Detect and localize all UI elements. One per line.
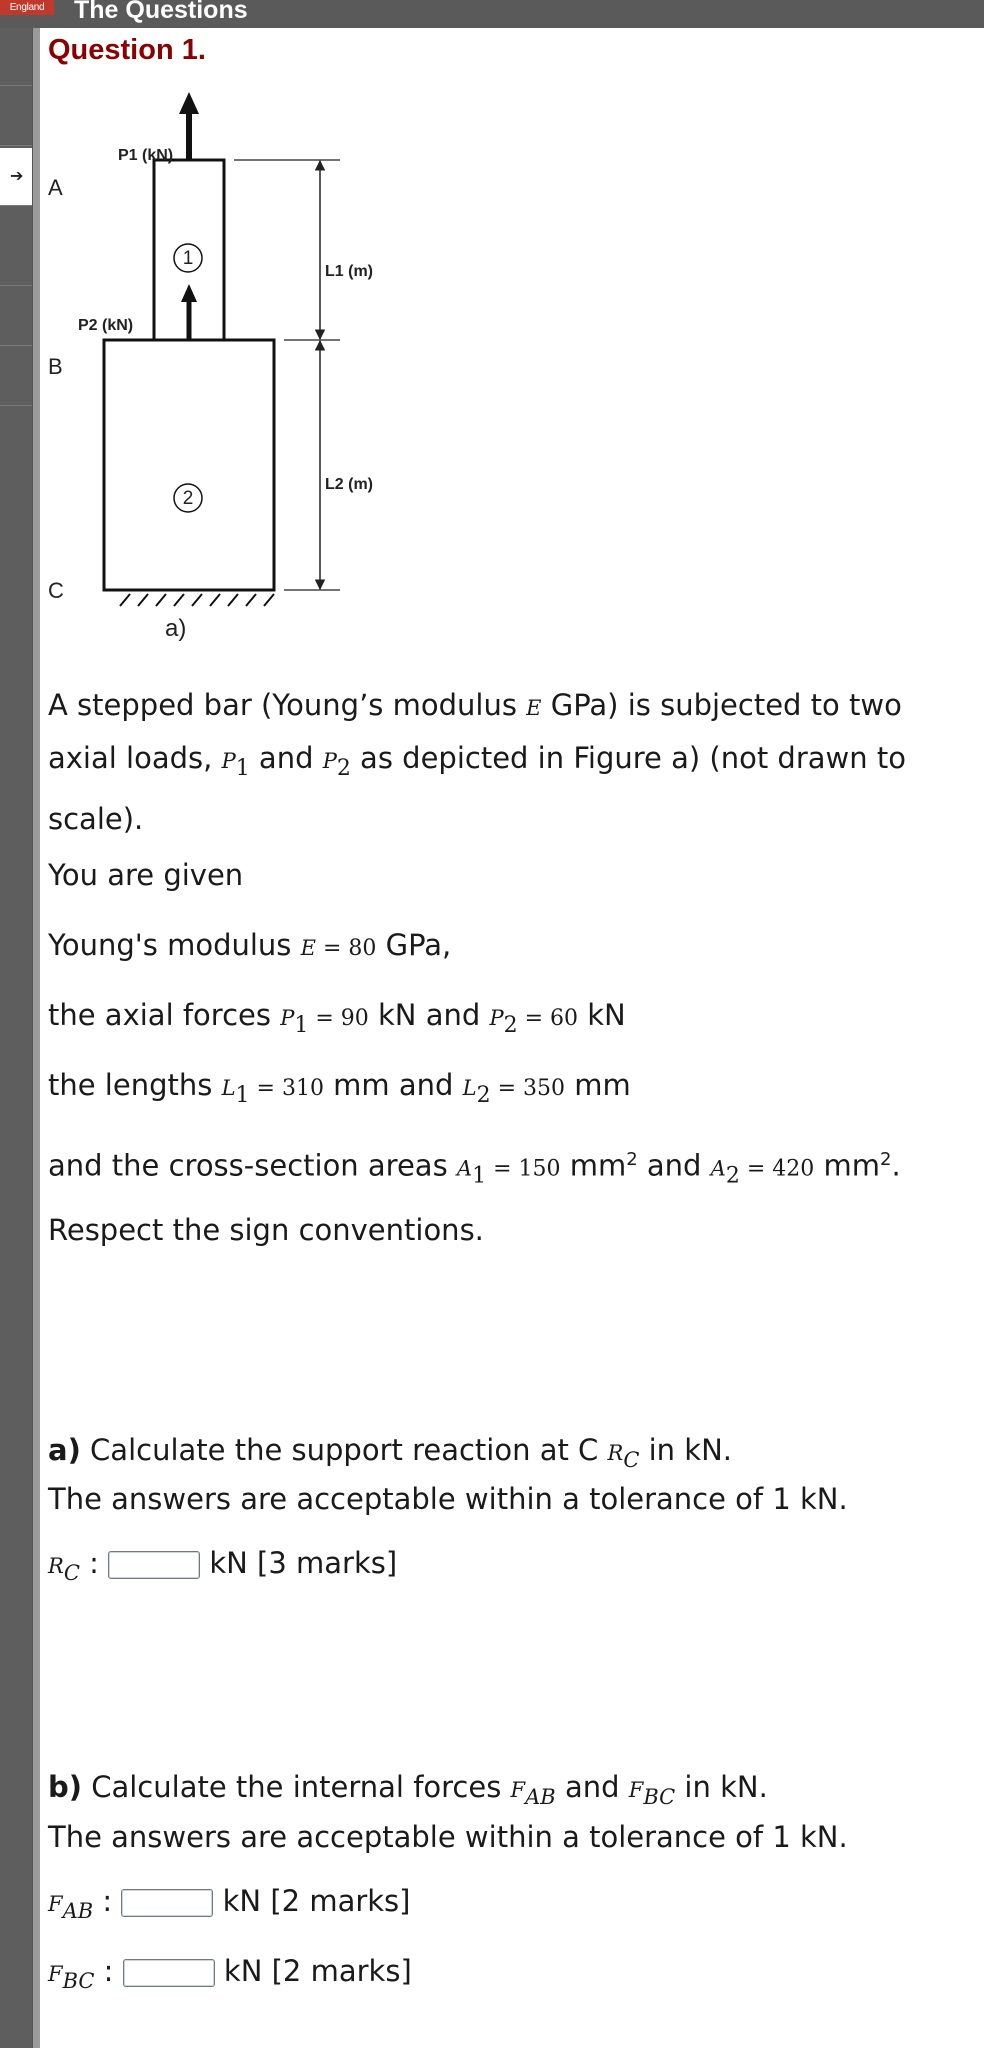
part-b-tolerance: The answers are acceptable within a tolerance of 1 kN.	[48, 1820, 848, 1854]
sidebar	[0, 28, 32, 2048]
fbc-answer-input[interactable]	[123, 1959, 215, 1987]
given-youngs-modulus: Young's modulus E = 80 GPa,	[48, 928, 452, 962]
l1-label: L1 (m)	[325, 263, 373, 280]
part-b-answer-row-fab: $F_{AB}$ : kN [2 marks]	[48, 1884, 411, 1923]
p1-label: P1 (kN)	[118, 147, 174, 164]
content-gutter	[32, 28, 40, 2048]
segment-1-label: 1	[182, 248, 194, 269]
sidebar-tab-current[interactable]	[0, 148, 32, 206]
given-areas: and the cross-section areas $A_1 = 150$ $mm^2$ and $A_2 = 420$ $mm^2$.	[48, 1148, 901, 1189]
brand-logo: England	[0, 0, 54, 15]
segment-2-label: 2	[182, 488, 194, 509]
given-lengths: the lengths $L_1 = 310$ mm and $L_2 = 350$ mm	[48, 1068, 631, 1108]
rc-answer-input[interactable]	[108, 1551, 200, 1579]
top-bar	[0, 0, 984, 28]
point-b-label: B	[48, 354, 63, 379]
problem-statement: A stepped bar (Young’s modulus E GPa) is subjected to two axial loads, $P_1$ and $P_2$ as depicted in Figure a) (not drawn to scale).	[48, 688, 906, 836]
question-title: Question 1.	[48, 34, 206, 66]
sidebar-tab[interactable]	[0, 348, 32, 406]
figure-caption: a)	[165, 615, 187, 642]
p1-arrow	[179, 92, 199, 160]
p2-arrow	[181, 284, 197, 340]
stepped-bar-figure	[48, 88, 448, 688]
sidebar-tab[interactable]	[0, 88, 32, 146]
point-c-label: C	[48, 578, 64, 603]
fab-answer-input[interactable]	[121, 1889, 213, 1917]
point-a-label: A	[48, 175, 63, 200]
part-a-prompt: a) Calculate the support reaction at C $R_C$ in kN.	[48, 1433, 732, 1472]
sign-convention-note: Respect the sign conventions.	[48, 1213, 484, 1247]
given-heading: You are given	[48, 858, 244, 892]
part-a-answer-row: $R_C$ : kN [3 marks]	[48, 1546, 398, 1585]
sidebar-tab[interactable]	[0, 288, 32, 346]
part-a-tolerance: The answers are acceptable within a tolerance of 1 kN.	[48, 1482, 848, 1516]
bar-segment-2	[104, 340, 274, 590]
app-title: The Questions	[74, 0, 248, 24]
part-b-prompt: b) Calculate the internal forces $F_{AB}$ and $F_{BC}$ in kN.	[48, 1770, 768, 1809]
sidebar-tab[interactable]	[0, 228, 32, 286]
sidebar-tab[interactable]	[0, 28, 32, 86]
dimension-extension-lines	[234, 160, 340, 590]
given-axial-forces: the axial forces $P_1 = 90$ kN and $P_2 = 60$ kN	[48, 998, 626, 1038]
fixed-support	[120, 594, 274, 606]
arrow-right-icon: ➔	[10, 166, 24, 185]
l2-label: L2 (m)	[325, 476, 373, 493]
p2-label: P2 (kN)	[78, 317, 134, 334]
part-b-answer-row-fbc: $F_{BC}$ : kN [2 marks]	[48, 1954, 412, 1993]
